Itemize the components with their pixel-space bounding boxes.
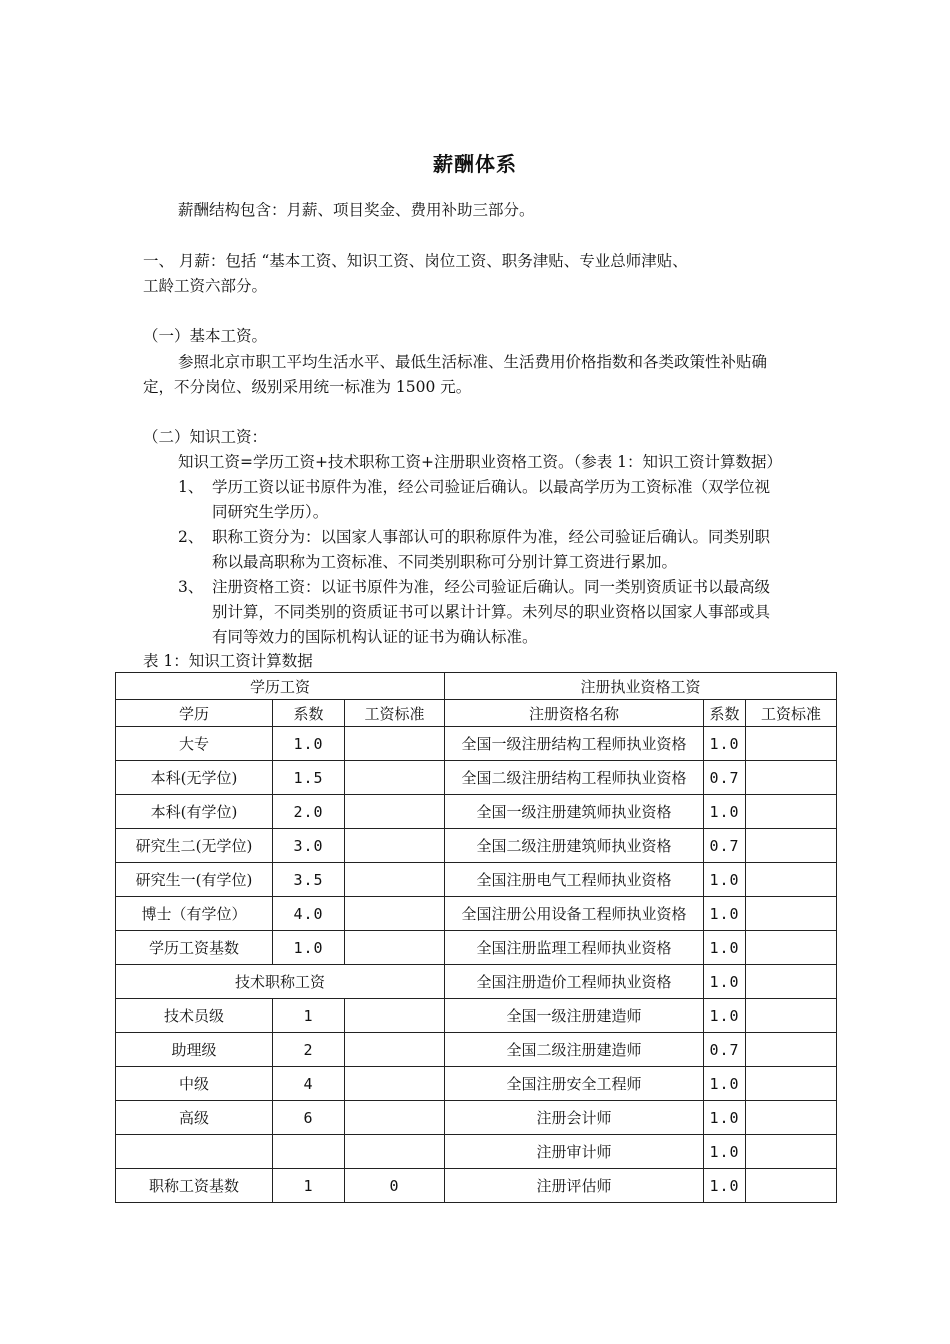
table-cell: 全国注册监理工程师执业资格 bbox=[445, 931, 704, 965]
item-number: 3、 bbox=[178, 578, 204, 596]
group-header-technical-title: 技术职称工资 bbox=[116, 965, 445, 999]
table-column-header-row bbox=[116, 700, 837, 727]
group-header-registration: 注册执业资格工资 bbox=[445, 673, 837, 700]
table-cell: 4.0 bbox=[273, 897, 345, 931]
table-cell bbox=[345, 1101, 445, 1135]
table-cell bbox=[746, 931, 837, 965]
table-caption: 表 1：知识工资计算数据 bbox=[143, 652, 313, 670]
item-line: 别计算，不同类别的资质证书可以累计计算。未列尽的职业资格以国家人事部或具 bbox=[212, 603, 771, 621]
table-cell: 6 bbox=[273, 1101, 345, 1135]
table-row bbox=[116, 727, 837, 761]
table-cell: 全国注册造价工程师执业资格 bbox=[445, 965, 704, 999]
item-line: 同研究生学历）。 bbox=[212, 503, 329, 521]
table-cell: 职称工资基数 bbox=[116, 1169, 273, 1203]
table-cell bbox=[345, 897, 445, 931]
table-cell bbox=[746, 727, 837, 761]
table-cell bbox=[345, 1033, 445, 1067]
table-row bbox=[116, 1067, 837, 1101]
table-row bbox=[116, 863, 837, 897]
table-cell bbox=[746, 1135, 837, 1169]
table-cell: 全国注册电气工程师执业资格 bbox=[445, 863, 704, 897]
section1-line1: 一、 月薪：包括 “基本工资、知识工资、岗位工资、职务津贴、专业总师津贴、 bbox=[143, 252, 688, 270]
table-cell: 2.0 bbox=[273, 795, 345, 829]
knowledge-wage-table bbox=[115, 672, 837, 1203]
table-cell: 0.7 bbox=[704, 829, 746, 863]
page-title: 薪酬体系 bbox=[433, 152, 517, 176]
table-row bbox=[116, 761, 837, 795]
table-group-header-row bbox=[116, 673, 837, 700]
table-cell bbox=[116, 1135, 273, 1169]
table-cell: 高级 bbox=[116, 1101, 273, 1135]
table-row bbox=[116, 1169, 837, 1203]
table-cell bbox=[345, 1135, 445, 1169]
table-cell bbox=[345, 727, 445, 761]
table-cell: 1.0 bbox=[704, 965, 746, 999]
table-row bbox=[116, 999, 837, 1033]
table-cell: 1.5 bbox=[273, 761, 345, 795]
table-row bbox=[116, 795, 837, 829]
table-cell: 1.0 bbox=[704, 1101, 746, 1135]
table-cell: 1 bbox=[273, 1169, 345, 1203]
table-cell bbox=[746, 1033, 837, 1067]
table-cell bbox=[746, 761, 837, 795]
table-cell: 2 bbox=[273, 1033, 345, 1067]
table-cell: 1.0 bbox=[704, 931, 746, 965]
table-cell: 4 bbox=[273, 1067, 345, 1101]
intro-text: 薪酬结构包含：月薪、项目奖金、费用补助三部分。 bbox=[178, 201, 535, 219]
table-cell: 大专 bbox=[116, 727, 273, 761]
table-cell: 注册评估师 bbox=[445, 1169, 704, 1203]
table-cell: 1.0 bbox=[704, 727, 746, 761]
table-cell: 1.0 bbox=[704, 795, 746, 829]
table-cell bbox=[345, 829, 445, 863]
column-header: 工资标准 bbox=[746, 700, 837, 727]
table-row bbox=[116, 1135, 837, 1169]
table-cell: 全国注册公用设备工程师执业资格 bbox=[445, 897, 704, 931]
item-number: 2、 bbox=[178, 528, 204, 546]
table-cell bbox=[746, 897, 837, 931]
table-cell bbox=[345, 795, 445, 829]
table-cell bbox=[746, 1169, 837, 1203]
table-row bbox=[116, 897, 837, 931]
knowledge-heading: （二）知识工资： bbox=[143, 428, 268, 446]
table-cell bbox=[746, 1067, 837, 1101]
table-cell: 全国二级注册建筑师执业资格 bbox=[445, 829, 704, 863]
table-cell: 全国一级注册建筑师执业资格 bbox=[445, 795, 704, 829]
table-cell: 0.7 bbox=[704, 761, 746, 795]
table-cell bbox=[746, 863, 837, 897]
table-cell bbox=[345, 931, 445, 965]
table-cell: 全国二级注册建造师 bbox=[445, 1033, 704, 1067]
table-cell: 0 bbox=[345, 1169, 445, 1203]
table-cell: 1.0 bbox=[704, 1169, 746, 1203]
table-cell: 3.0 bbox=[273, 829, 345, 863]
table-cell: 3.5 bbox=[273, 863, 345, 897]
table-cell: 技术员级 bbox=[116, 999, 273, 1033]
table-cell: 1.0 bbox=[273, 931, 345, 965]
table-cell: 全国二级注册结构工程师执业资格 bbox=[445, 761, 704, 795]
table-cell: 0.7 bbox=[704, 1033, 746, 1067]
group-header-education: 学历工资 bbox=[116, 673, 445, 700]
table-cell bbox=[345, 863, 445, 897]
table-cell: 全国注册安全工程师 bbox=[445, 1067, 704, 1101]
section1-line2: 工龄工资六部分。 bbox=[143, 277, 268, 295]
basic-line1: 参照北京市职工平均生活水平、最低生活标准、生活费用价格指数和各类政策性补贴确 bbox=[178, 353, 768, 371]
item-line: 注册资格工资：以证书原件为准，经公司验证后确认。同一类别资质证书以最高级 bbox=[212, 578, 771, 596]
table-cell: 注册审计师 bbox=[445, 1135, 704, 1169]
table-cell: 全国一级注册建造师 bbox=[445, 999, 704, 1033]
column-header: 系数 bbox=[704, 700, 746, 727]
table-cell: 博士（有学位） bbox=[116, 897, 273, 931]
item-line: 有同等效力的国际机构认证的证书为确认标准。 bbox=[212, 628, 538, 646]
column-header: 注册资格名称 bbox=[445, 700, 704, 727]
table-cell: 研究生一(有学位) bbox=[116, 863, 273, 897]
table-cell bbox=[345, 999, 445, 1033]
table-cell: 1.0 bbox=[273, 727, 345, 761]
table-cell bbox=[345, 761, 445, 795]
table-cell: 本科(无学位) bbox=[116, 761, 273, 795]
column-header: 系数 bbox=[273, 700, 345, 727]
table-row bbox=[116, 829, 837, 863]
table-cell bbox=[746, 1101, 837, 1135]
table-cell: 全国一级注册结构工程师执业资格 bbox=[445, 727, 704, 761]
table-cell: 学历工资基数 bbox=[116, 931, 273, 965]
basic-heading: （一）基本工资。 bbox=[143, 327, 268, 345]
table-row bbox=[116, 1033, 837, 1067]
table-cell: 本科(有学位) bbox=[116, 795, 273, 829]
table-cell: 研究生二(无学位) bbox=[116, 829, 273, 863]
table-cell bbox=[746, 965, 837, 999]
item-line: 学历工资以证书原件为准，经公司验证后确认。以最高学历为工资标准（双学位视 bbox=[212, 478, 771, 496]
table-cell bbox=[345, 1067, 445, 1101]
table-cell bbox=[746, 795, 837, 829]
item-line: 职称工资分为：以国家人事部认可的职称原件为准，经公司验证后确认。同类别职 bbox=[212, 528, 771, 546]
table-cell bbox=[273, 1135, 345, 1169]
table-cell bbox=[746, 999, 837, 1033]
table-cell: 1.0 bbox=[704, 863, 746, 897]
table-row bbox=[116, 1101, 837, 1135]
table-cell: 1.0 bbox=[704, 999, 746, 1033]
table-cell: 1.0 bbox=[704, 1135, 746, 1169]
table-cell: 中级 bbox=[116, 1067, 273, 1101]
table-row bbox=[116, 931, 837, 965]
item-line: 称以最高职称为工资标准、不同类别职称可分别计算工资进行累加。 bbox=[212, 553, 678, 571]
table-cell: 1.0 bbox=[704, 1067, 746, 1101]
column-header: 工资标准 bbox=[345, 700, 445, 727]
table-cell: 1.0 bbox=[704, 897, 746, 931]
table-cell bbox=[746, 829, 837, 863]
column-header: 学历 bbox=[116, 700, 273, 727]
table-cell: 1 bbox=[273, 999, 345, 1033]
item-number: 1、 bbox=[178, 478, 204, 496]
table-cell: 注册会计师 bbox=[445, 1101, 704, 1135]
basic-line2: 定，不分岗位、级别采用统一标准为 1500 元。 bbox=[143, 378, 472, 396]
table-cell: 助理级 bbox=[116, 1033, 273, 1067]
table-row bbox=[116, 965, 837, 999]
knowledge-formula: 知识工资=学历工资+技术职称工资+注册职业资格工资。（参表 1：知识工资计算数据） bbox=[178, 453, 783, 471]
